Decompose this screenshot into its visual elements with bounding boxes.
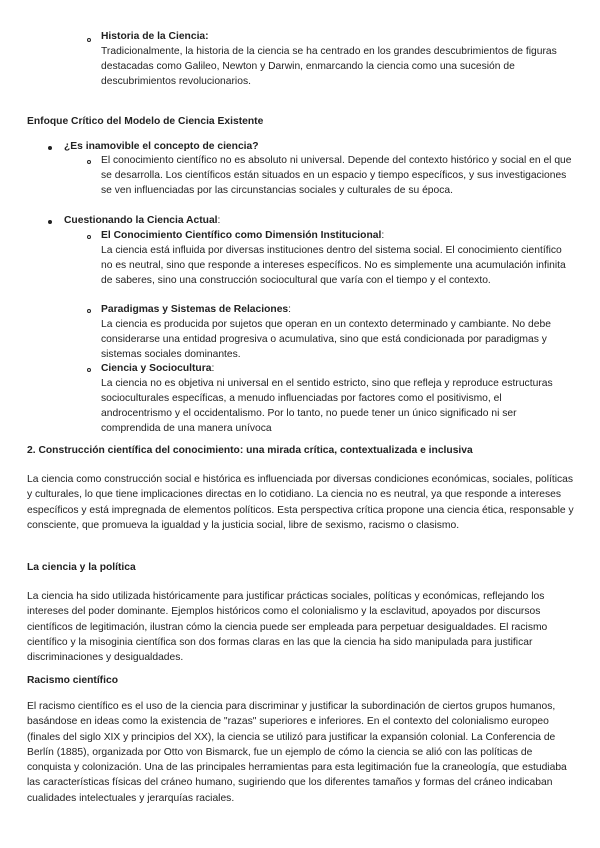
- intro-item-text: Tradicionalmente, la historia de la ciencia se ha centrado en los grandes descubrimientos de figuras destacadas como Galileo, Newton y Darwin, enmarcando la ciencia como una sucesión de descubrimientos revolucionarios.: [101, 46, 557, 87]
- section4-heading: Racismo científico: [27, 675, 118, 686]
- intro-item-title: Historia de la Ciencia:: [101, 31, 209, 42]
- sub3-title: Ciencia y Sociocultura:: [101, 363, 215, 374]
- hollow-bullet-icon: [87, 309, 91, 313]
- q1-title: ¿Es inamovible el concepto de ciencia?: [64, 141, 259, 152]
- sub2-title-text: Paradigmas y Sistemas de Relaciones: [101, 304, 289, 315]
- sub3-title-text: Ciencia y Sociocultura: [101, 363, 212, 374]
- hollow-bullet-icon: [87, 235, 91, 239]
- sub1-text: La ciencia está influida por diversas instituciones dentro del sistema social. El conocimiento científico no es neutral, sino que responde a intereses específicos. No es simplemente una acumulación infinita de saberes, sino una construcción sociocultural que varía con el tiempo y el contexto.: [101, 245, 566, 286]
- q1-text: El conocimiento científico no es absoluto ni universal. Depende del contexto histórico y social en el que se desarrolla. Los científicos están situados en un espacio y tiempo específicos, y sus investigaciones se ven influenciadas por las circunstancias sociales y culturales de su época.: [101, 155, 572, 196]
- bullet-icon: [48, 220, 52, 224]
- section3-heading: La ciencia y la política: [27, 562, 136, 573]
- hollow-bullet-icon: [87, 38, 91, 42]
- q2-title: Cuestionando la Ciencia Actual:: [64, 215, 221, 226]
- section3-text: La ciencia ha sido utilizada históricamente para justificar prácticas sociales, políticas y económicas, reflejando los intereses del poder dominante. Ejemplos históricos como el colonialismo y la esclavitud, apoyados por discursos científicos de legitimación, ilustran cómo la ciencia puede ser empleada para perpetuar desigualdades. El racismo científico y la misoginia científica son dos formas claras en las que la ciencia ha sido manipulada para justificar discriminaciones y desigualdades.: [27, 591, 548, 664]
- section2-text: La ciencia como construcción social e histórica es influenciada por diversas condiciones económicas, sociales, políticas y culturales, lo que tiene implicaciones directas en lo cotidiano. La ciencia no es neutral, ya que responde a intereses específicos y está impregnada de elementos políticos. Esta perspectiva crítica propone una ciencia ética, responsable y consciente, que promueva la igualdad y la justicia social, libre de sexismo, racismo o clasismo.: [27, 474, 574, 531]
- sub2-text: La ciencia es producida por sujetos que operan en un contexto determinado y cambiante. No debe considerarse una entidad progresiva o acumulativa, sino que está condicionada por paradigmas y sistemas sociales dominantes.: [101, 319, 551, 360]
- hollow-bullet-icon: [87, 368, 91, 372]
- section1-heading: Enfoque Crítico del Modelo de Ciencia Existente: [27, 116, 264, 127]
- intro-item-title-text: Historia de la Ciencia: [101, 31, 206, 42]
- sub1-title-text: El Conocimiento Científico como Dimensión Institucional: [101, 230, 382, 241]
- section4-text: El racismo científico es el uso de la ciencia para discriminar y justificar la subordinación de ciertos grupos humanos, basándose en ideas como la existencia de "razas" superiores e inferiores. En el contexto del colonialismo europeo (finales del siglo XIX y principios del XX), la ciencia se utilizó para justificar la expansión colonial. La Conferencia de Berlín (1885), organizada por Otto von Bismarck, fue un ejemplo de cómo la ciencia se alió con las políticas de conquista y colonización. Una de las principales herramientas para esta legitimación fue la craneología, que estudiaba las características físicas del cráneo humano, sugiriendo que los diferentes tamaños y formas del cráneo indicaban cualidades intelectuales y jerarquías raciales.: [27, 701, 567, 804]
- q2-title-text: Cuestionando la Ciencia Actual: [64, 215, 218, 226]
- section2-heading: 2. Construcción científica del conocimiento: una mirada crítica, contextualizada e inclusiva: [27, 445, 473, 456]
- hollow-bullet-icon: [87, 160, 91, 164]
- bullet-icon: [48, 146, 52, 150]
- sub2-title: Paradigmas y Sistemas de Relaciones:: [101, 304, 292, 315]
- sub3-text: La ciencia no es objetiva ni universal en el sentido estricto, sino que refleja y reproduce estructuras socioculturales específicas, a menudo influenciadas por factores como el positivismo, el androcentrismo y el occidentalismo. Por lo tanto, no puede tener un único significado ni ser comprendida de una manera unívoca: [101, 378, 553, 434]
- sub1-title: El Conocimiento Científico como Dimensión Institucional:: [101, 230, 385, 241]
